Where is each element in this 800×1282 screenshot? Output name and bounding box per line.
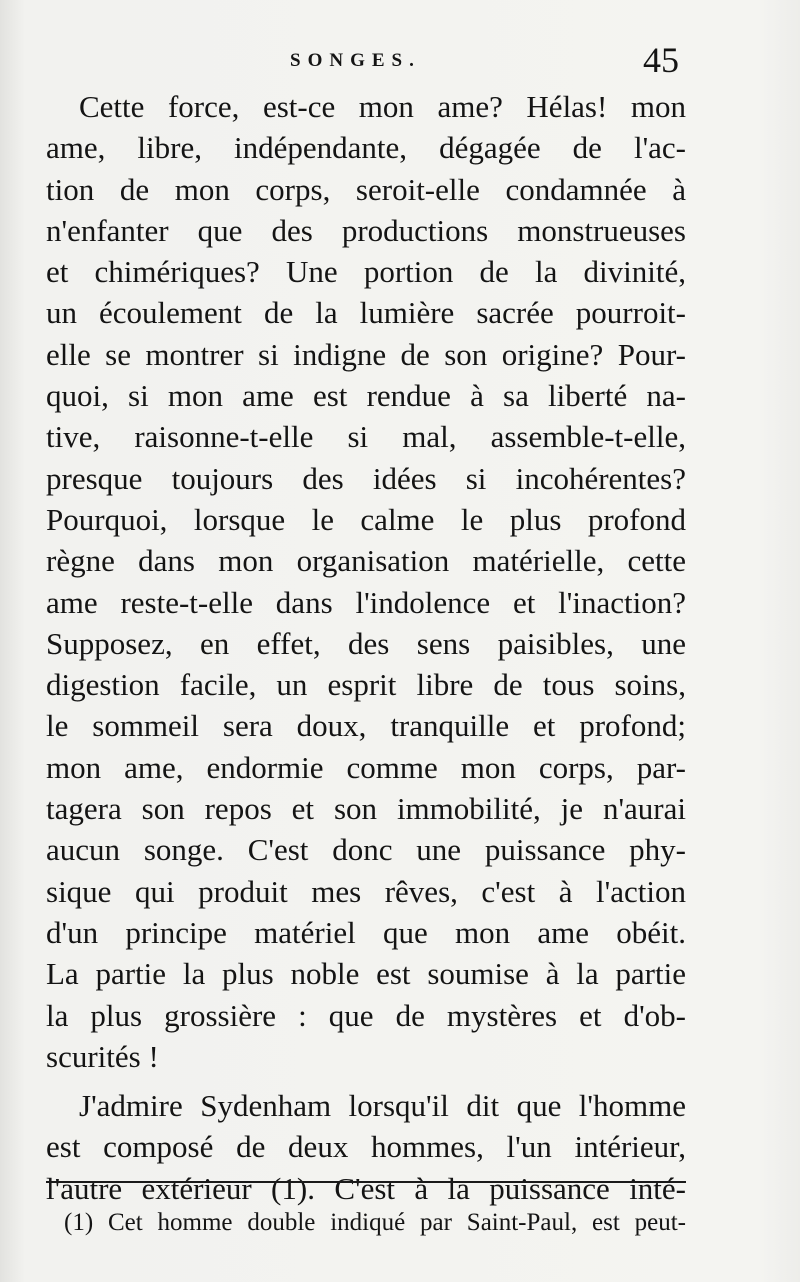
text-line: La partie la plus noble est soumise à la partie — [46, 956, 686, 992]
text-line: Cette force, est-ce mon ame? Hélas! mon — [79, 89, 686, 124]
text-line: Supposez, en effet, des sens paisibles, une — [46, 625, 686, 661]
text-line: règne dans mon organisation matérielle, cette — [46, 543, 686, 579]
text-line: scurités ! — [46, 1038, 159, 1074]
text-line: un écoulement de la lumière sacrée pourroit- — [46, 295, 686, 331]
footnote-rule — [46, 1181, 686, 1183]
running-head: SONGES. — [290, 50, 421, 71]
text-line: sique qui produit mes rêves, c'est à l'action — [46, 873, 686, 909]
text-line: d'un principe matériel que mon ame obéit. — [46, 914, 686, 950]
text-line: n'enfanter que des productions monstrueuses — [46, 212, 686, 248]
text-line: Pourquoi, lorsque le calme le plus profond — [46, 501, 686, 537]
text-line: quoi, si mon ame est rendue à sa liberté na- — [46, 378, 686, 414]
footnote: (1) Cet homme double indiqué par Saint-Paul, est peut- — [64, 1209, 686, 1236]
body-text — [46, 86, 686, 1209]
text-line: est composé de deux hommes, l'un intérieur, — [46, 1129, 686, 1165]
text-line: presque toujours des idées si incohérentes? — [46, 460, 686, 496]
text-line: ame reste-t-elle dans l'indolence et l'inaction? — [46, 584, 686, 620]
text-line: tion de mon corps, seroit-elle condamnée à — [46, 171, 686, 207]
text-line: la plus grossière : que de mystères et d'ob- — [46, 997, 686, 1033]
text-line: l'autre extérieur (1). C'est à la puissance inté- — [46, 1170, 686, 1206]
text-line: le sommeil sera doux, tranquille et profond; — [46, 708, 686, 744]
page-number: 45 — [643, 40, 679, 80]
text-line: ame, libre, indépendante, dégagée de l'ac- — [46, 130, 686, 166]
text-line: et chimériques? Une portion de la divinité, — [46, 254, 686, 290]
text-line: J'admire Sydenham lorsqu'il dit que l'homme — [79, 1088, 686, 1124]
text-line: tive, raisonne-t-elle si mal, assemble-t-elle, — [46, 419, 686, 455]
text-line: aucun songe. C'est donc une puissance phy- — [46, 832, 686, 868]
text-line: tagera son repos et son immobilité, je n'aurai — [46, 791, 686, 827]
text-line: mon ame, endormie comme mon corps, par- — [46, 749, 686, 785]
page-header — [0, 40, 800, 90]
text-line: digestion facile, un esprit libre de tous soins, — [46, 667, 686, 703]
text-line: elle se montrer si indigne de son origine? Pour- — [46, 336, 686, 372]
